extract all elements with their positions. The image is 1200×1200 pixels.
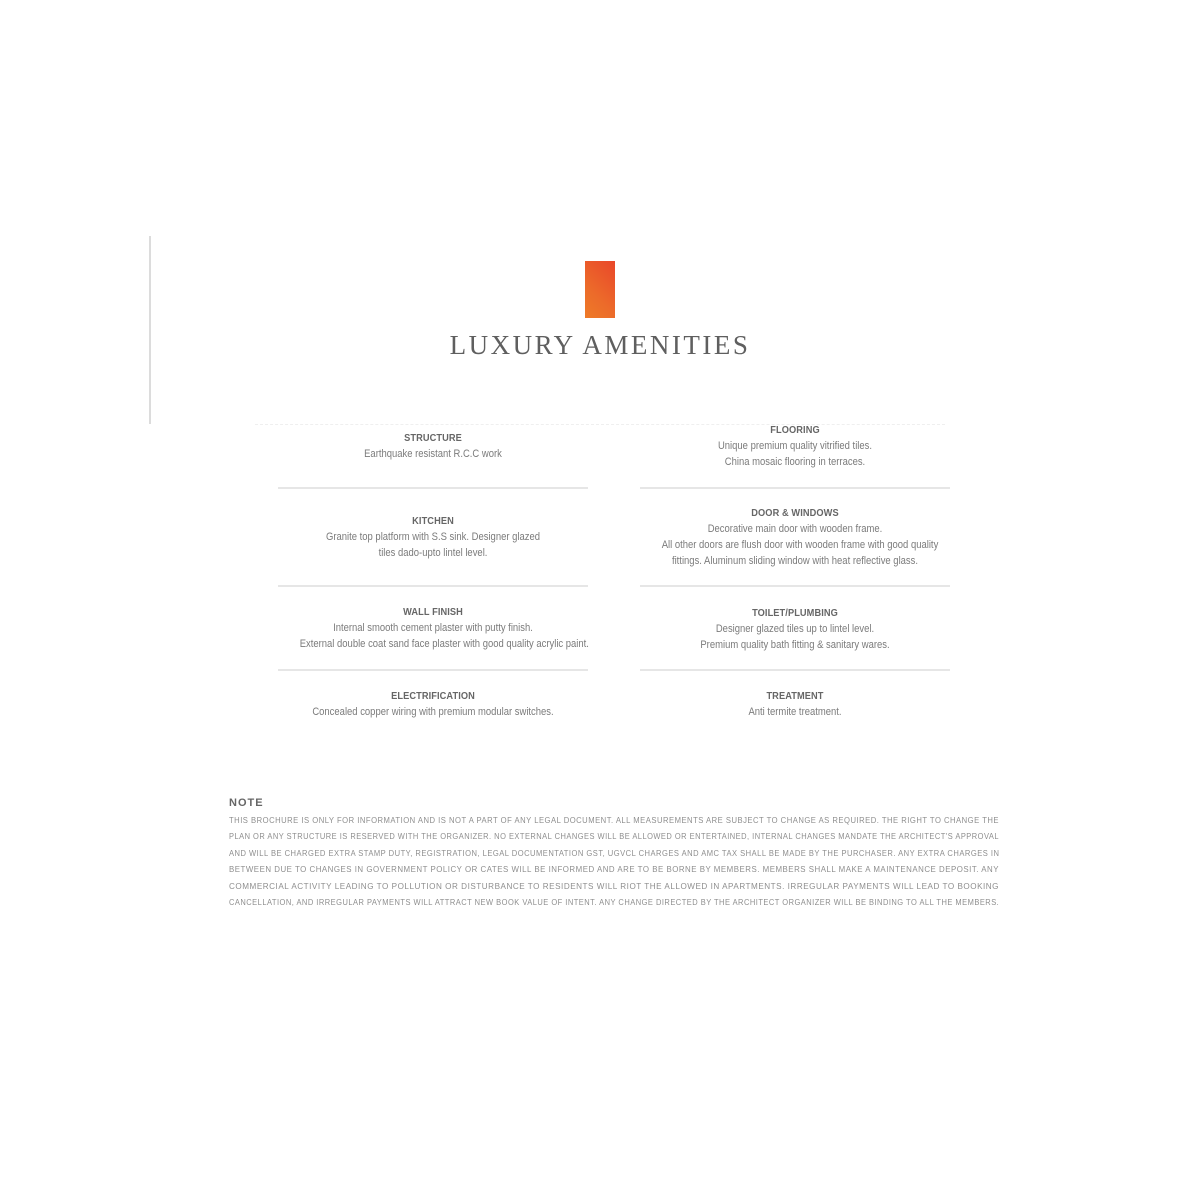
amenity-heading: ELECTRIFICATION [391, 690, 475, 702]
note-line: THIS BROCHURE IS ONLY FOR INFORMATION AND IS NOT A PART OF ANY LEGAL DOCUMENT. ALL MEASUREMENTS ARE SUBJECT TO CHANGE AS REQUIRED. THE RIGHT TO CHANGE THE [229, 815, 999, 825]
amenity-description-line: Internal smooth cement plaster with putty finish. [333, 622, 533, 634]
amenity-description-line: Granite top platform with S.S sink. Designer glazed [325, 531, 541, 543]
amenity-description-line: Earthquake resistant R.C.C work [364, 448, 502, 460]
note-line: PLAN OR ANY STRUCTURE IS RESERVED WITH THE ORGANIZER. NO EXTERNAL CHANGES WILL BE ALLOWED OR ENTERTAINED, INTERNAL CHANGES MANDATE THE ARCHITECT'S APPROVAL [229, 831, 999, 842]
amenity-heading: FLOORING [770, 424, 820, 436]
amenity-heading: TOILET/PLUMBING [752, 607, 838, 619]
amenity-divider [640, 487, 950, 489]
amenity-heading: STRUCTURE [404, 432, 462, 444]
amenity-electrification [278, 689, 588, 720]
note-line: BETWEEN DUE TO CHANGES IN GOVERNMENT POLICY OR CATES WILL BE INFORMED AND ARE TO BE BORNE BY MEMBERS. MEMBERS SHALL MAKE A MAINTENANCE DEPOSIT. ANY [229, 864, 999, 875]
amenity-kitchen [278, 514, 588, 561]
amenity-divider [278, 487, 588, 489]
amenity-treatment [640, 689, 950, 720]
note-line: COMMERCIAL ACTIVITY LEADING TO POLLUTION OR DISTURBANCE TO RESIDENTS WILL RIOT THE ALLOWED IN APARTMENTS. IRREGULAR PAYMENTS WILL LEAD TO BOOKING [229, 880, 1000, 891]
amenity-description-line: tiles dado-upto lintel level. [378, 547, 488, 559]
amenity-structure [278, 431, 588, 462]
note-line: AND WILL BE CHARGED EXTRA STAMP DUTY, REGISTRATION, LEGAL DOCUMENTATION GST, UGVCL CHARGES AND AMC TAX SHALL BE MADE BY THE PURCHASER. ANY EXTRA CHARGES IN [229, 847, 1000, 858]
amenity-divider [278, 669, 588, 671]
amenity-description-line: External double coat sand face plaster with good quality acrylic paint. [299, 638, 589, 650]
amenity-flooring [640, 423, 950, 470]
amenity-divider [278, 585, 588, 587]
note-body [229, 812, 999, 910]
note-line: CANCELLATION, AND IRREGULAR PAYMENTS WILL ATTRACT NEW BOOK VALUE OF INTENT. ANY CHANGE DIRECTED BY THE ARCHITECT ORGANIZER WILL BE BINDING TO ALL THE MEMBERS. [229, 897, 1000, 908]
amenity-description-line: Unique premium quality vitrified tiles. [717, 440, 873, 452]
brand-logo-block [585, 261, 615, 318]
amenity-divider [640, 585, 950, 587]
amenity-heading: KITCHEN [412, 515, 454, 527]
amenity-door-windows [640, 506, 950, 569]
amenity-heading: TREATMENT [766, 690, 824, 702]
amenity-description-line: All other doors are flush door with wooden frame with good quality [661, 539, 939, 551]
amenity-toilet-plumbing [640, 606, 950, 653]
amenity-wall-finish [278, 605, 588, 652]
amenity-description-line: Decorative main door with wooden frame. [707, 523, 883, 535]
amenity-heading: DOOR & WINDOWS [751, 507, 839, 519]
amenity-divider [640, 669, 950, 671]
amenity-description-line: Designer glazed tiles up to lintel level. [715, 623, 875, 635]
amenity-description-line: China mosaic flooring in terraces. [724, 456, 866, 468]
amenity-description-line: fittings. Aluminum sliding window with heat reflective glass. [671, 555, 919, 567]
disclaimer-note [229, 795, 999, 910]
amenity-description-line: Concealed copper wiring with premium modular switches. [312, 706, 554, 718]
note-title: NOTE [229, 797, 264, 809]
amenity-heading: WALL FINISH [403, 606, 463, 618]
page-title: LUXURY AMENITIES [449, 330, 751, 360]
amenity-description-line: Anti termite treatment. [748, 706, 842, 718]
amenity-description-line: Premium quality bath fitting & sanitary wares. [700, 639, 890, 651]
